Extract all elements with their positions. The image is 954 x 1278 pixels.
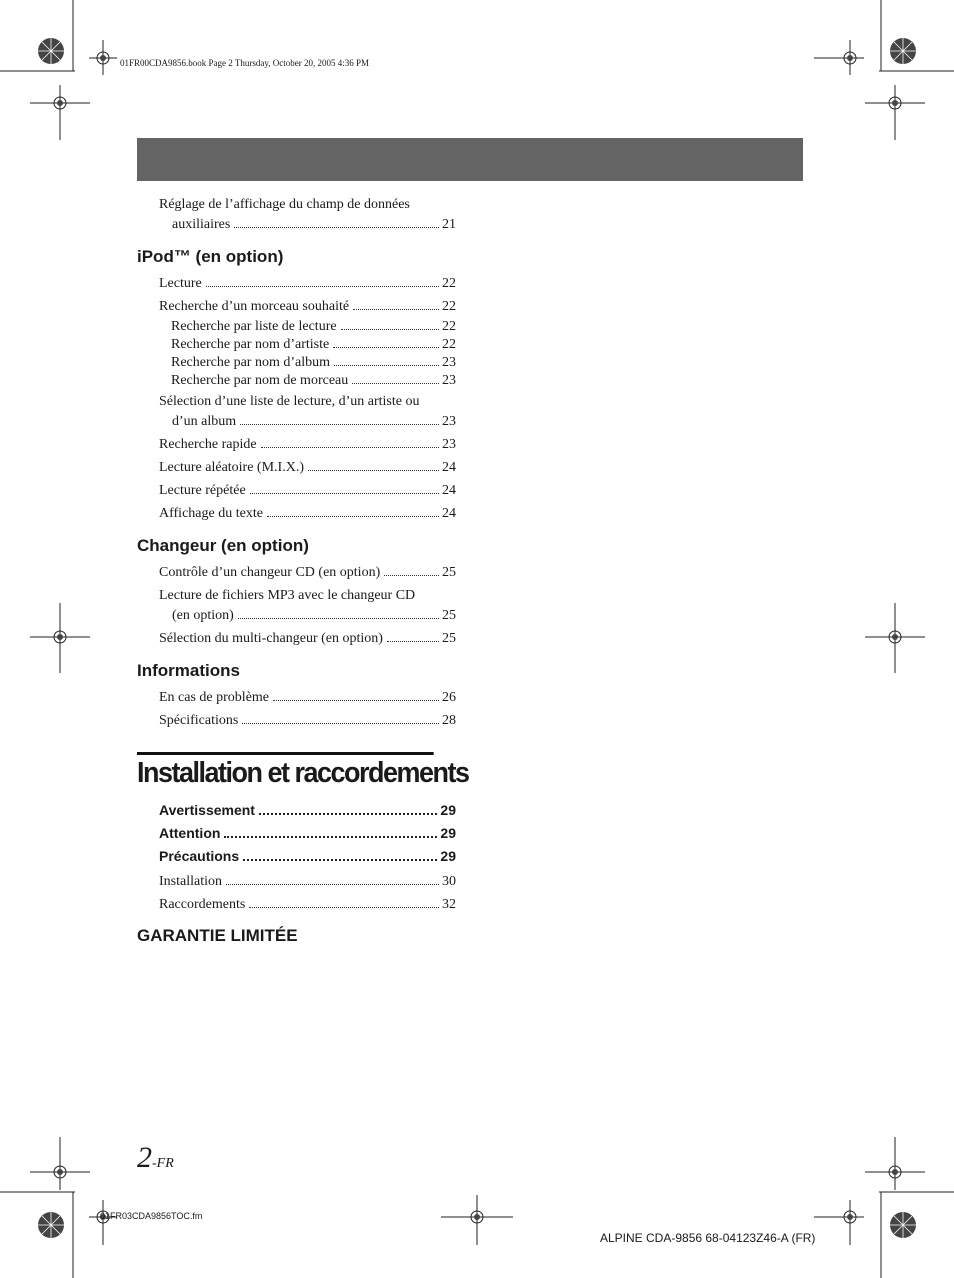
toc-entry[interactable] [159,689,456,707]
toc-entry-title: Avertissement [159,802,255,818]
toc-entry-title: Spécifications [159,713,239,728]
toc-entry[interactable] [159,275,456,293]
toc-page-number: 26 [442,690,456,705]
toc-entry[interactable] [159,712,456,730]
header-band [137,138,803,181]
toc-page-number: 29 [440,825,456,841]
toc-page-number: 24 [442,460,456,475]
toc-entry-title: Recherche par liste de lecture [171,319,337,334]
toc-page-number: 29 [440,848,456,864]
toc-entry[interactable] [159,436,456,454]
toc-page-number: 29 [440,802,456,818]
toc-entry[interactable] [159,587,456,625]
toc-entry-title: Raccordements [159,897,246,912]
toc-entry[interactable] [159,393,456,431]
toc-entry-title: Recherche d’un morceau souhaité [159,299,350,314]
toc-entry[interactable] [159,873,456,891]
toc-entry[interactable] [159,896,456,914]
toc-page-number: 23 [442,414,456,429]
toc-page-number: 24 [442,483,456,498]
toc-subentry[interactable] [171,372,456,390]
toc-entry[interactable] [159,196,456,234]
toc-entry-title: Affichage du texte [159,506,263,521]
chapter-title: Installation et raccordements [137,752,434,789]
toc-entry-title: Lecture aléatoire (M.I.X.) [159,460,304,475]
toc-entry-title: Installation [159,874,222,889]
toc-entry[interactable] [159,459,456,477]
toc-page-number: 22 [442,319,456,334]
toc-subentry[interactable] [171,336,456,354]
toc-entry-title: En cas de problème [159,690,270,705]
toc-entry-title: Recherche rapide [159,437,257,452]
toc-entry[interactable] [159,630,456,648]
toc-page-number: 32 [442,897,456,912]
toc-entry-title: Lecture [159,276,202,291]
toc-entry[interactable] [159,505,456,523]
toc-entry-title: Précautions [159,848,240,864]
section-heading-informations: Informations [137,661,240,680]
toc-page-number: 23 [442,373,456,388]
toc-entry[interactable] [159,824,456,842]
toc-page-number: 22 [442,337,456,352]
toc-entry-title: Sélection d’une liste de lecture, d’un artiste ou [159,394,420,409]
toc-page-number: 25 [442,608,456,623]
toc-page-number: 30 [442,874,456,889]
toc-entry[interactable] [159,564,456,582]
toc-entry-title-cont: (en option) [172,608,234,623]
toc-entry-title: Réglage de l’affichage du champ de données [159,197,410,212]
toc-entry[interactable] [159,847,456,865]
section-heading-changeur: Changeur (en option) [137,536,309,555]
section-heading-garantie[interactable]: GARANTIE LIMITÉE [137,926,298,945]
toc-page-number: 23 [442,355,456,370]
toc-entry-title: Sélection du multi-changeur (en option) [159,631,383,646]
section-heading-ipod: iPod™ (en option) [137,247,284,266]
table-of-contents [137,196,469,946]
toc-entry-title: Recherche par nom d’album [171,355,330,370]
toc-entry-title-cont: d’un album [172,414,237,429]
footer-file-name: 01FR03CDA9856TOC.fm [100,1211,203,1221]
toc-page-number: 22 [442,299,456,314]
toc-entry-title: Lecture répétée [159,483,246,498]
toc-page-number: 21 [442,217,456,232]
file-info-header: 01FR00CDA9856.book Page 2 Thursday, October 20, 2005 4:36 PM [120,58,369,68]
toc-entry-title-cont: auxiliaires [172,217,231,232]
toc-subentry[interactable] [171,318,456,336]
toc-entry-title: Recherche par nom de morceau [171,373,349,388]
toc-entry[interactable] [159,482,456,500]
toc-page-number: 25 [442,631,456,646]
toc-page-number: 24 [442,506,456,521]
page-number-value: 2 [137,1141,152,1174]
page-number-suffix: -FR [152,1156,174,1171]
toc-entry-title: Lecture de fichiers MP3 avec le changeur CD [159,588,416,603]
page-number [137,1141,174,1175]
toc-entry-title: Contrôle d’un changeur CD (en option) [159,565,381,580]
toc-page-number: 22 [442,276,456,291]
toc-entry-title: Attention [159,825,221,841]
toc-subentry[interactable] [171,354,456,372]
toc-entry[interactable] [159,801,456,819]
toc-entry[interactable] [159,298,456,316]
toc-page-number: 28 [442,713,456,728]
toc-page-number: 25 [442,565,456,580]
toc-page-number: 23 [442,437,456,452]
toc-entry-title: Recherche par nom d’artiste [171,337,330,352]
footer-model-info: ALPINE CDA-9856 68-04123Z46-A (FR) [600,1231,816,1245]
